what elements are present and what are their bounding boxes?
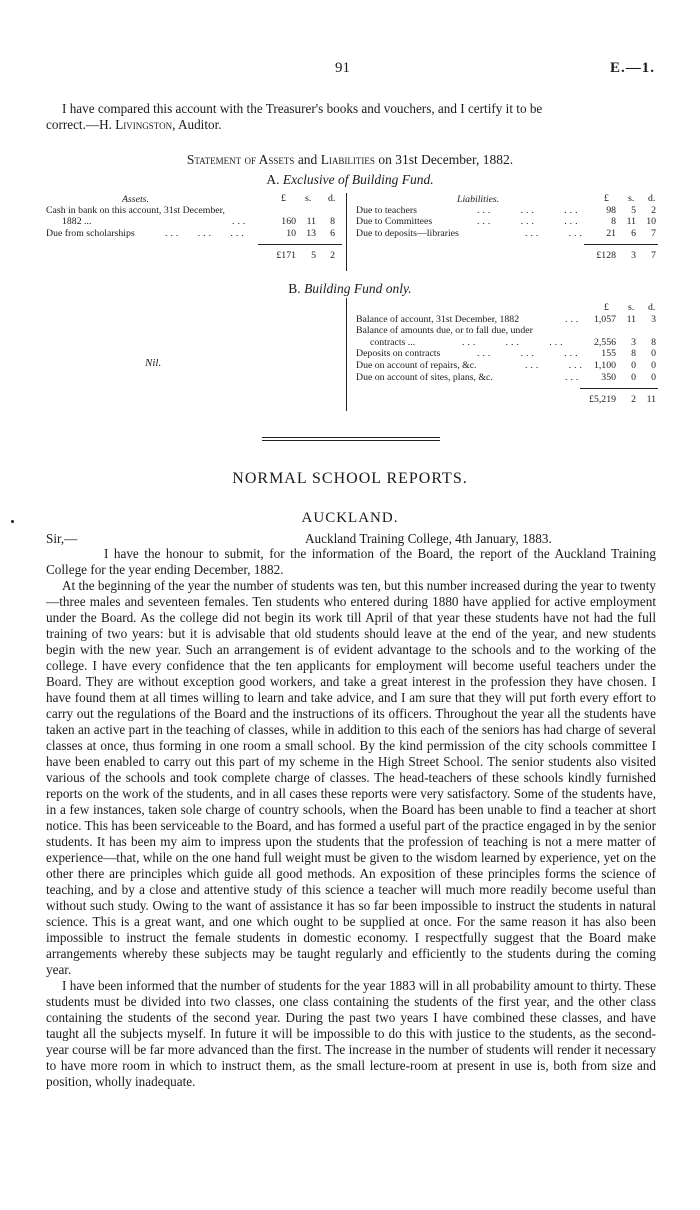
- section-b-heading: B. Building Fund only.: [288, 281, 412, 296]
- divider-rule: [262, 440, 440, 441]
- liability-pounds: 350: [601, 372, 616, 383]
- liabilities-heading: Liabilities.: [457, 194, 500, 205]
- page-header: [0, 60, 700, 80]
- currency-pence-header: d.: [648, 302, 656, 313]
- liability-shillings: 6: [631, 228, 636, 239]
- section-b-total-pence: 11: [646, 394, 656, 405]
- section-b-total-pounds: £5,219: [589, 394, 616, 405]
- assets-total-pounds: £171: [276, 250, 296, 261]
- liability-label: Due on account of sites, plans, &c.: [356, 372, 493, 383]
- statement-title: Statement of Assets and Liabilities on 31st December, 1882.: [186, 152, 514, 167]
- liability-shillings: 0: [631, 360, 636, 371]
- liability-pence: 0: [651, 360, 656, 371]
- assets-total-pence: 2: [330, 250, 335, 261]
- assets-total-shillings: 5: [311, 250, 316, 261]
- liability-label: Balance of amounts due, or to fall due, under: [356, 325, 533, 336]
- report-paragraph: I have the honour to submit, for the information of the Board, the report of the Auckland Training College for the year ending December, 1882.: [46, 546, 656, 577]
- liability-label: Due to teachers: [356, 205, 417, 216]
- divider-rule: [262, 437, 440, 438]
- liability-pence: 7: [651, 228, 656, 239]
- auditor-name: Livingston: [115, 117, 173, 132]
- liability-pounds: 1,100: [593, 360, 616, 371]
- liability-shillings: 11: [626, 314, 636, 325]
- asset-pence: 8: [330, 216, 335, 227]
- liability-pence: 0: [651, 372, 656, 383]
- liability-shillings: 0: [631, 372, 636, 383]
- liabilities-total-pounds: £128: [596, 250, 616, 261]
- liability-pounds: 98: [606, 205, 616, 216]
- currency-pence-header: d.: [648, 193, 656, 204]
- report-paragraph: I have been informed that the number of students for the year 1883 will in all probability amount to thirty. These students must be divided into two classes, one class containing the students of the first year, and the other class containing the students of the second year. During the past two years I have combined these classes, and have taught all the subjects myself. In future it will be impossible to do this with justice to the students, as the second-year course will be far more advanced than the first. The increase in the number of students will render it necessary to have more room in which to instruct them, as the small lecture-room at present in use is, both from size and position, wholly inadequate.: [46, 978, 656, 1089]
- asset-pence: 6: [330, 228, 335, 239]
- asset-shillings: 11: [306, 216, 316, 227]
- certification-line: I have compared this account with the Treasurer's books and vouchers, and I certify it to be: [62, 101, 543, 116]
- liability-label-continued: contracts ...: [370, 337, 416, 348]
- liability-shillings: 8: [631, 348, 636, 359]
- asset-label: Cash in bank on this account, 31st December,: [46, 205, 225, 216]
- margin-mark: [11, 520, 14, 523]
- section-b-total-shillings: 2: [631, 394, 636, 405]
- section-b-assets-nil: Nil.: [145, 357, 162, 369]
- currency-pence-header: d.: [328, 193, 336, 204]
- liability-shillings: 11: [626, 216, 636, 227]
- report-body: [46, 546, 656, 1090]
- assets-heading: Assets.: [122, 194, 149, 205]
- assets-total-rule: [258, 244, 342, 245]
- asset-label: Due from scholarships: [46, 228, 135, 239]
- currency-pounds-header: £: [604, 193, 609, 204]
- liability-label: Due on account of repairs, &c.: [356, 360, 477, 371]
- liability-label: Due to deposits—libraries: [356, 228, 459, 239]
- liability-label: Balance of account, 31st December, 1882: [356, 314, 520, 325]
- liability-pence: 8: [651, 337, 656, 348]
- section-a-heading: A. Exclusive of Building Fund.: [266, 172, 434, 187]
- liabilities-total-rule: [584, 244, 658, 245]
- liability-pounds: 2,556: [593, 337, 616, 348]
- asset-label: 1882 ...: [62, 216, 92, 227]
- currency-shillings-header: s.: [628, 302, 635, 313]
- currency-shillings-header: s.: [305, 193, 312, 204]
- liability-shillings: 5: [631, 205, 636, 216]
- asset-pounds: 160: [281, 216, 296, 227]
- page-number: 91: [335, 60, 350, 76]
- currency-shillings-header: s.: [628, 193, 635, 204]
- currency-pounds-header: £: [604, 302, 609, 313]
- section-b-total-rule: [580, 388, 658, 389]
- liability-pence: 2: [651, 205, 656, 216]
- section-b-divider: [346, 298, 347, 411]
- liability-pounds: 1,057: [593, 314, 616, 325]
- liability-pounds: 155: [601, 348, 616, 359]
- salutation: Sir,—: [46, 531, 78, 546]
- liability-pounds: 21: [606, 228, 616, 239]
- document-page: 91 E.—1. I have compared this account with the Treasurer's books and vouchers, and I certify it to be correct.—H. Livingston, Auditor. Statement of Assets and Liabilities on 31st December, 1882. A. Exclusive of Building Fund. Assets. £ s. d. Cash in bank on this account, 31st December, 1882 ... ... 160 11 8 Due from scholarships ... ... ... 10 13 6 £171 5 2 Liabilities. £ s. d. Due to teachers ... ... ... 98 5 2 Due to Committees ... ... ... 8 11 10 Due to deposits—libraries ... ... 21 6 7 £128 3 7 B. Building Fund only. £ s. d. Nil. Balance of account, 31st December, 1882 ... 1,057 11 3 Balance of amounts due, or to fall due, under contracts ... ... ... ... 2,556 3 8 Deposits on contracts ... ... ... 155 8 0 Due on account of repairs, &c. ... ... 1,100 0 0 Due on account of sites, plans, &c. ... 350 0 0 £5,219 2 11 NORMAL SCHOOL REPORTS. AUCKLAND. Sir,— Auckland Training College, 4th January, 1883. I have the honour to submit, for the information of the Board, the report of the Auckland Training College for the year ending December, 1882. At the beginning of the year the number of students was ten, but this number increased during the year to twenty—three males and seventeen females. Ten students who entered during 1880 have applied for active employment under the Board. As the college did not begin its work till April of that year these students have not had the full training of two years: but it is advisable that old students should leave at the end of the year, and new students begin with the new year. Such an arrangement is of evident advantage to the schools and to the working of the college. I have every confidence that the ten applicants for employment will become useful teachers under the Board. They are without exception good workers, and take a great interest in the profession they have chosen. I have found them at all times willing to learn and take advice, and I am sure that they will put forth every effort to carry out the regulations of the Board and the instructions of its officers. Throughout the year all the students have taken an active part in the teaching of classes, while in addition to this each of the seniors has had charge of several classes at once, thus forming in one room a small school. By the kind permission of the city schools committee I have been enabled to carry out this part of my scheme in the High Street School. The senior students also visited various of the schools and took complete charge of classes. The head-teachers of these schools kindly furnished reports on the work of the students, and in all cases these reports were very satisfactory. Some of the students have, in a few instances, taken sole charge of country schools, when the Board has been unable to find a teacher at short notice. This has been serviceable to the Board, and has formed a useful part of the practice engaged in by the senior students. It has been my aim to impress upon the students that the profession of teaching is not a mere matter of experience—that, while on the one hand full weight must be given to the wisdom learned by experience, yet on the other there are principles which guide all good methods. An exposition of these principles forms the science of teaching, and by a close and attentive study of this science a teacher will much more readily become useful than without such study. Owing to the want of assistance it has so far been impossible to instruct the students in natural science. This is a great want, and one which ought to be supplied at once. For the same reason it has also been impossible to instruct the female students in domestic economy. I respectfully suggest that the Board make arrangements whereby these subjects may be taught regularly and efficiently to the students during the coming year. I have been informed that the number of students for the year 1883 will in all probability amount to thirty. These students must be divided into two classes, one class containing the students of the first year, and the other class containing the students of the second year. During the past two years I have combined these classes, and have taught all the subjects myself. In future it will be impossible to do this with justice to the students, as the second-year course will be far more advanced than the first. The increase in the number of students will render it necessary to have more room in which to instruct them, as the small lecture-room at present in use is, both from size and position, wholly inadequate.: [0, 0, 700, 1210]
- liability-label: Due to Committees: [356, 216, 433, 227]
- asset-pounds: 10: [286, 228, 296, 239]
- liability-shillings: 3: [631, 337, 636, 348]
- report-location: AUCKLAND.: [301, 510, 399, 526]
- liability-pounds: 8: [611, 216, 616, 227]
- asset-shillings: 13: [306, 228, 316, 239]
- liability-pence: 0: [651, 348, 656, 359]
- liability-pence: 3: [651, 314, 656, 325]
- section-title: NORMAL SCHOOL REPORTS.: [232, 470, 468, 487]
- auditor-certification: [46, 101, 656, 133]
- document-reference: E.—1.: [610, 60, 656, 76]
- liability-pence: 10: [646, 216, 656, 227]
- date-line: Auckland Training College, 4th January, 1883.: [305, 531, 552, 546]
- certification-signoff: correct.—H. Livingston, Auditor.: [46, 117, 222, 132]
- report-paragraph: At the beginning of the year the number of students was ten, but this number increased during the year to twenty—three males and seventeen females. Ten students who entered during 1880 have applied for active employment under the Board. As the college did not begin its work till April of that year these students have not had the full training of two years: but it is advisable that old students should leave at the end of the year, and new students begin with the new year. Such an arrangement is of evident advantage to the schools and to the working of the college. I have every confidence that the ten applicants for employment will become useful teachers under the Board. They are without exception good workers, and take a great interest in the profession they have chosen. I have found them at all times willing to learn and take advice, and I am sure that they will put forth every effort to carry out the regulations of the Board and the instructions of its officers. Throughout the year all the students have taken an active part in the teaching of classes, while in addition to this each of the seniors has had charge of several classes at once, thus forming in one room a small school. By the kind permission of the city schools committee I have been enabled to carry out this part of my scheme in the High Street School. The senior students also visited various of the schools and took complete charge of classes. The head-teachers of these schools kindly furnished reports on the work of the students, and in all cases these reports were very satisfactory. Some of the students have, in a few instances, taken sole charge of country schools, when the Board has been unable to find a teacher at short notice. This has been serviceable to the Board, and has formed a useful part of the practice engaged in by the senior students. It has been my aim to impress upon the students that the profession of teaching is not a mere matter of experience—that, while on the one hand full weight must be given to the wisdom learned by experience, yet on the other there are principles which guide all good methods. An exposition of these principles forms the science of teaching, and by a close and attentive study of this science a teacher will much more readily become useful than without such study. Owing to the want of assistance it has so far been impossible to instruct the students in natural science. This is a great want, and one which ought to be supplied at once. For the same reason it has also been impossible to instruct the female students in domestic economy. I respectfully suggest that the Board make arrangements whereby these subjects may be taught regularly and efficiently to the students during the coming year.: [46, 578, 656, 977]
- liabilities-total-pence: 7: [651, 250, 656, 261]
- currency-pounds-header: £: [281, 193, 286, 204]
- liability-label: Deposits on contracts: [356, 348, 441, 359]
- liabilities-total-shillings: 3: [631, 250, 636, 261]
- section-a-divider: [346, 193, 347, 271]
